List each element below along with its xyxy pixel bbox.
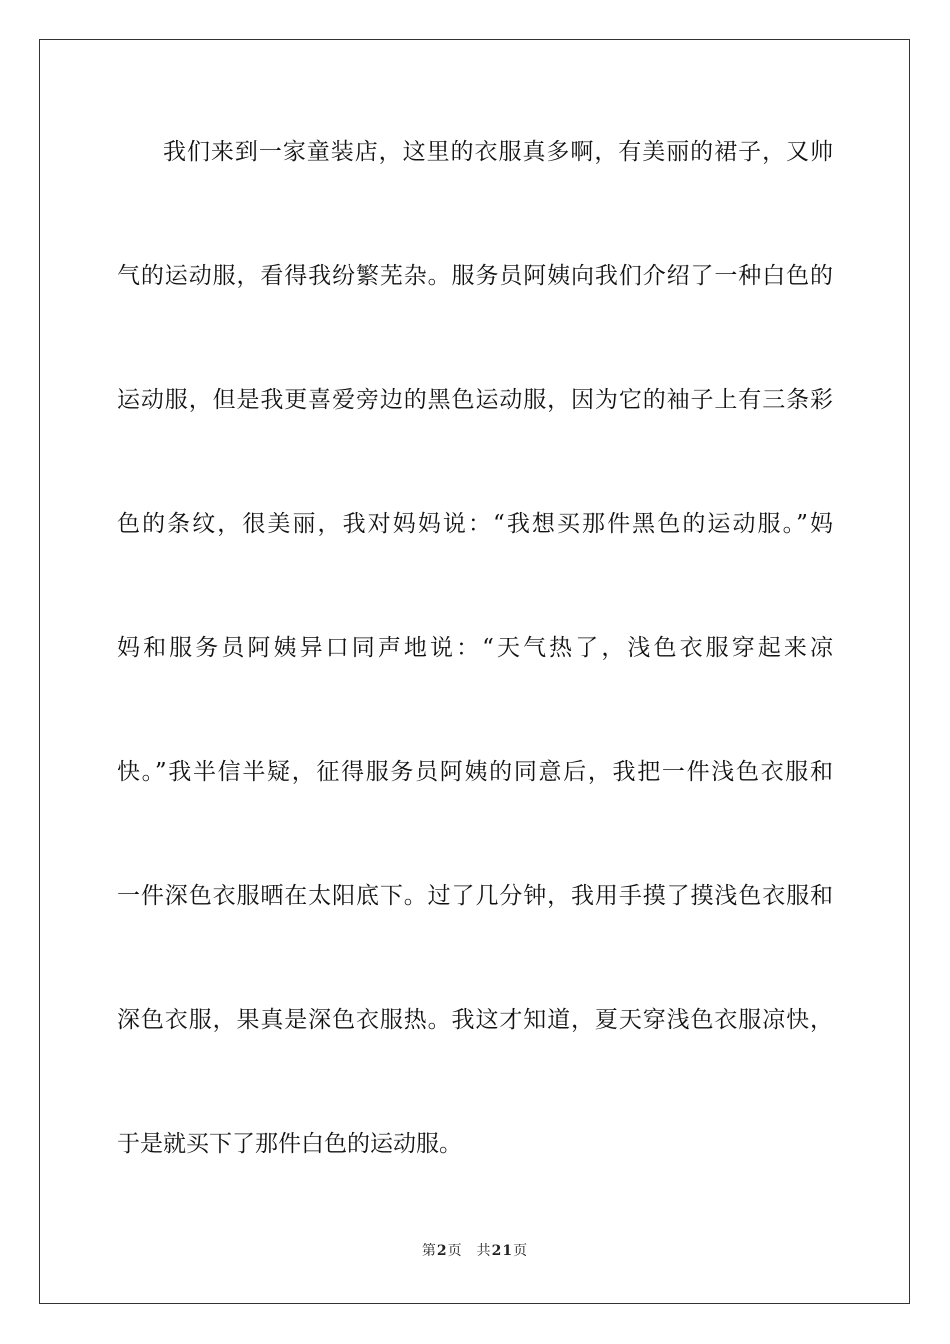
text-line: 于是就买下了那件白色的运动服。 xyxy=(117,1131,462,1157)
text-line: 运动服，但是我更喜爱旁边的黑色运动服，因为它的袖子上有三条彩 xyxy=(117,387,833,413)
text-line: 快。”我半信半疑，征得服务员阿姨的同意后，我把一件浅色衣服和 xyxy=(117,759,833,785)
body-text xyxy=(117,121,833,1237)
text-line: 一件深色衣服晒在太阳底下。过了几分钟，我用手摸了摸浅色衣服和 xyxy=(117,883,833,909)
page-number: 2 xyxy=(436,1243,448,1259)
total-suffix: 页 xyxy=(513,1243,529,1259)
page-prefix: 第 xyxy=(421,1243,437,1259)
text-line: 妈和服务员阿姨异口同声地说：“天气热了，浅色衣服穿起来凉 xyxy=(117,635,833,661)
text-line: 我们来到一家童装店，这里的衣服真多啊，有美丽的裙子，又帅 xyxy=(163,139,833,165)
page-footer xyxy=(0,1240,950,1260)
total-pages: 21 xyxy=(491,1243,514,1259)
text-line: 色的条纹，很美丽，我对妈妈说：“我想买那件黑色的运动服。”妈 xyxy=(117,511,833,537)
total-prefix: 共 xyxy=(476,1243,492,1259)
page-suffix: 页 xyxy=(447,1243,463,1259)
text-line: 气的运动服，看得我纷繁芜杂。服务员阿姨向我们介绍了一种白色的 xyxy=(117,263,833,289)
text-line: 深色衣服，果真是深色衣服热。我这才知道，夏天穿浅色衣服凉快， xyxy=(117,1007,833,1033)
